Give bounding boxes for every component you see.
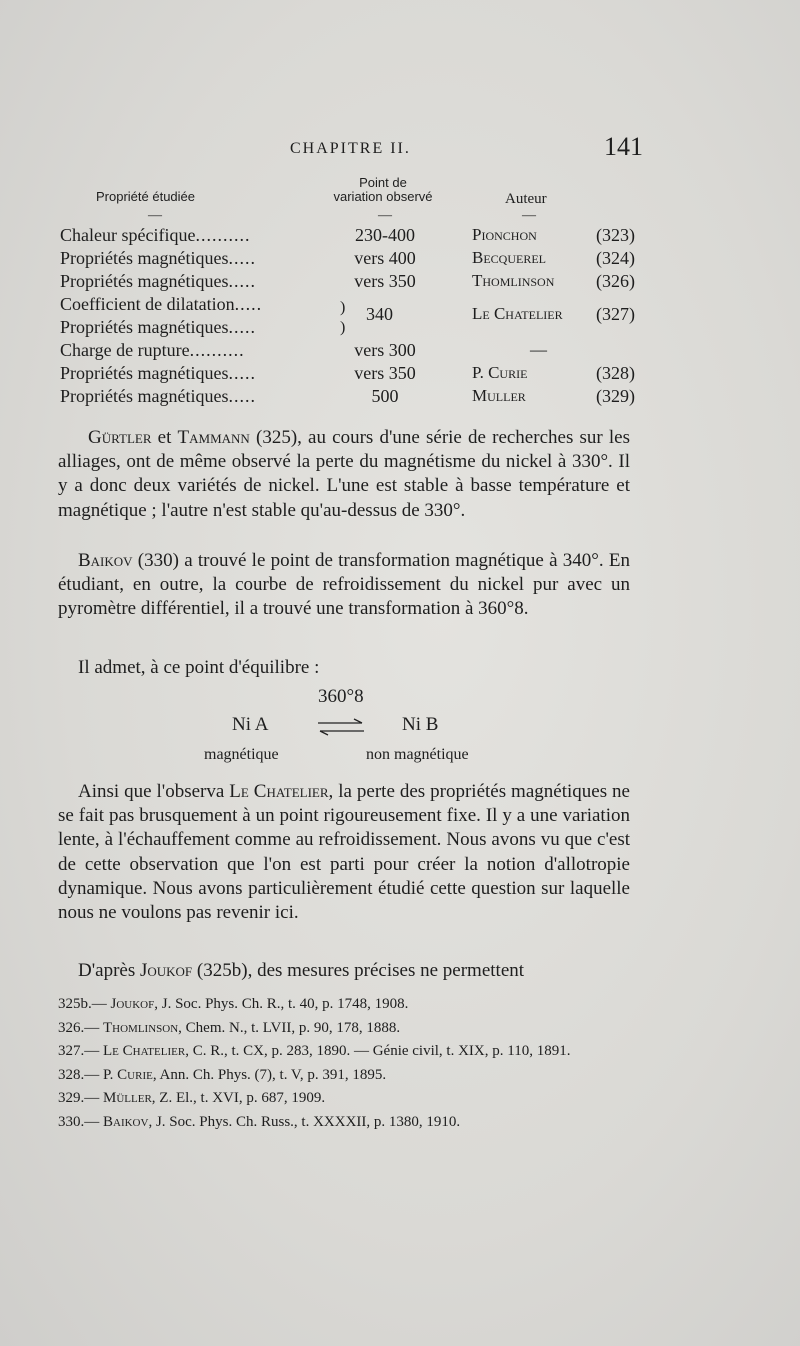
brace-icon: ) ) [340, 299, 346, 336]
column-header-point [318, 176, 448, 204]
property-cell: Chaleur spécifique [60, 225, 196, 245]
property-table [60, 225, 660, 409]
ref-cell: (329) [596, 386, 635, 406]
table-row: Propriétés magnétiques..... vers 350 Thomlinson (326) [60, 271, 635, 291]
property-cell: Propriétés magnétiques [60, 248, 229, 268]
value-cell: vers 400 [354, 248, 416, 268]
paragraph-equilibrium: Il admet, à ce point d'équilibre : [78, 657, 320, 678]
author-name: Baikov [78, 550, 133, 571]
footnote: 330.— Baikov, J. Soc. Phys. Ch. Russ., t. XXXXII, p. 1380, 1910. [58, 1113, 461, 1130]
footnotes [58, 993, 628, 1134]
value-cell: 340 [366, 304, 393, 324]
author-cell: — [530, 340, 547, 359]
author-cell: P. Curie [472, 363, 528, 382]
ref-cell: (327) [596, 304, 635, 324]
author-name: Joukof [139, 960, 193, 981]
author-cell: Thomlinson [472, 271, 555, 290]
header-dash: — [148, 208, 162, 223]
property-cell: Charge de rupture [60, 340, 190, 360]
paragraph-joukof: D'après Joukof (325b), des mesures précises ne permettent [78, 960, 525, 981]
equilibrium-arrows-icon [316, 714, 366, 740]
table-row: Charge de rupture.......... vers 300 — [60, 340, 547, 360]
property-cell: Propriétés magnétiques [60, 363, 229, 383]
ref-cell: (326) [596, 271, 635, 291]
property-cell: Propriétés magnétiques [60, 317, 229, 337]
footnote: 325b.— Joukof, J. Soc. Phys. Ch. R., t. 40, p. 1748, 1908. [58, 996, 409, 1012]
author-cell: Le Chatelier [472, 304, 563, 323]
chapter-header: CHAPITRE II. [290, 140, 411, 157]
footnote: 329.— Müller, Z. El., t. XVI, p. 687, 1909. [58, 1090, 326, 1106]
table-row: Propriétés magnétiques..... 500 Muller (329) [60, 386, 635, 406]
paragraph-le-chatelier: Ainsi que l'observa Le Chatelier, la perte des propriétés magnétiques ne se fait pas brusquement à un point rigoureusement fixe. Il y a une variation lente, à l'échauffement comme au refroidissement. Nous avons vu que c'est de cette observation que l'on est parti pour créer la notion d'allotropie dynamique. Nous avons particulièrement étudié cette question sur laquelle nous ne voulons pas revenir ici. [58, 781, 630, 924]
equation-right-label: non magnétique [366, 746, 469, 763]
author-name: Gürtler [88, 427, 152, 448]
author-name: Tammann [177, 427, 250, 448]
property-cell: Coefficient de dilatation [60, 294, 235, 314]
ref-cell: (324) [596, 248, 635, 268]
value-cell: vers 350 [354, 271, 416, 291]
table-row: Chaleur spécifique.......... 230-400 Pionchon (323) [60, 225, 635, 245]
footnote: 327.— Le Chatelier, C. R., t. CX, p. 283, 1890. — Génie civil, t. XIX, p. 110, 1891. [58, 1043, 571, 1059]
table-row-braced: Coefficient de dilatation..... Propriétés magnétiques..... ) ) 340 Le Chatelier (327) [60, 294, 635, 337]
property-cell: Propriétés magnétiques [60, 386, 229, 406]
paragraph-gurtler: Gürtler et Tammann (325), au cours d'une série de recherches sur les alliages, ont de même observé la perte du magnétisme du nickel à 330°. Il y a donc deux variétés de nickel. L'une est stable à basse température et magnétique ; l'autre n'est stable qu'au-dessus de 330°. [58, 427, 630, 521]
column-header-point-line2: variation observé [333, 189, 433, 204]
equation-left: Ni A [232, 714, 269, 735]
paragraph-baikov: Baikov (330) a trouvé le point de transformation magnétique à 340°. En étudiant, en outre, la courbe de refroidissement du nickel pur avec un pyromètre différentiel, il a trouvé une transformation à 360°8. [58, 550, 630, 620]
author-cell: Pionchon [472, 225, 537, 244]
value-cell: 500 [371, 386, 399, 406]
author-cell: Becquerel [472, 248, 546, 267]
value-cell: vers 300 [354, 340, 416, 360]
equation-left-label: magnétique [204, 746, 279, 763]
column-header-point-line1: Point de [359, 175, 407, 190]
property-cell: Propriétés magnétiques [60, 271, 229, 291]
table-row: Propriétés magnétiques..... vers 350 P. Curie (328) [60, 363, 635, 383]
equation-right: Ni B [402, 714, 439, 735]
equation-temperature: 360°8 [318, 686, 364, 707]
column-header-property: Propriété étudiée [96, 189, 196, 204]
page-number: 141 [604, 132, 643, 161]
ref-cell: (323) [596, 225, 635, 245]
table-row: Propriétés magnétiques..... vers 400 Becquerel (324) [60, 248, 635, 268]
header-dash: — [378, 208, 392, 223]
footnote: 328.— P. Curie, Ann. Ch. Phys. (7), t. V, p. 391, 1895. [58, 1066, 387, 1083]
ref-cell: (328) [596, 363, 635, 383]
value-cell: 230-400 [355, 225, 415, 245]
header-dash: — [522, 208, 536, 223]
column-header-author: Auteur [505, 191, 547, 207]
author-name: Le Chatelier [229, 781, 329, 802]
footnote: 326.— Thomlinson, Chem. N., t. LVII, p. 90, 178, 1888. [58, 1019, 401, 1036]
author-cell: Muller [472, 386, 526, 405]
value-cell: vers 350 [354, 363, 416, 383]
